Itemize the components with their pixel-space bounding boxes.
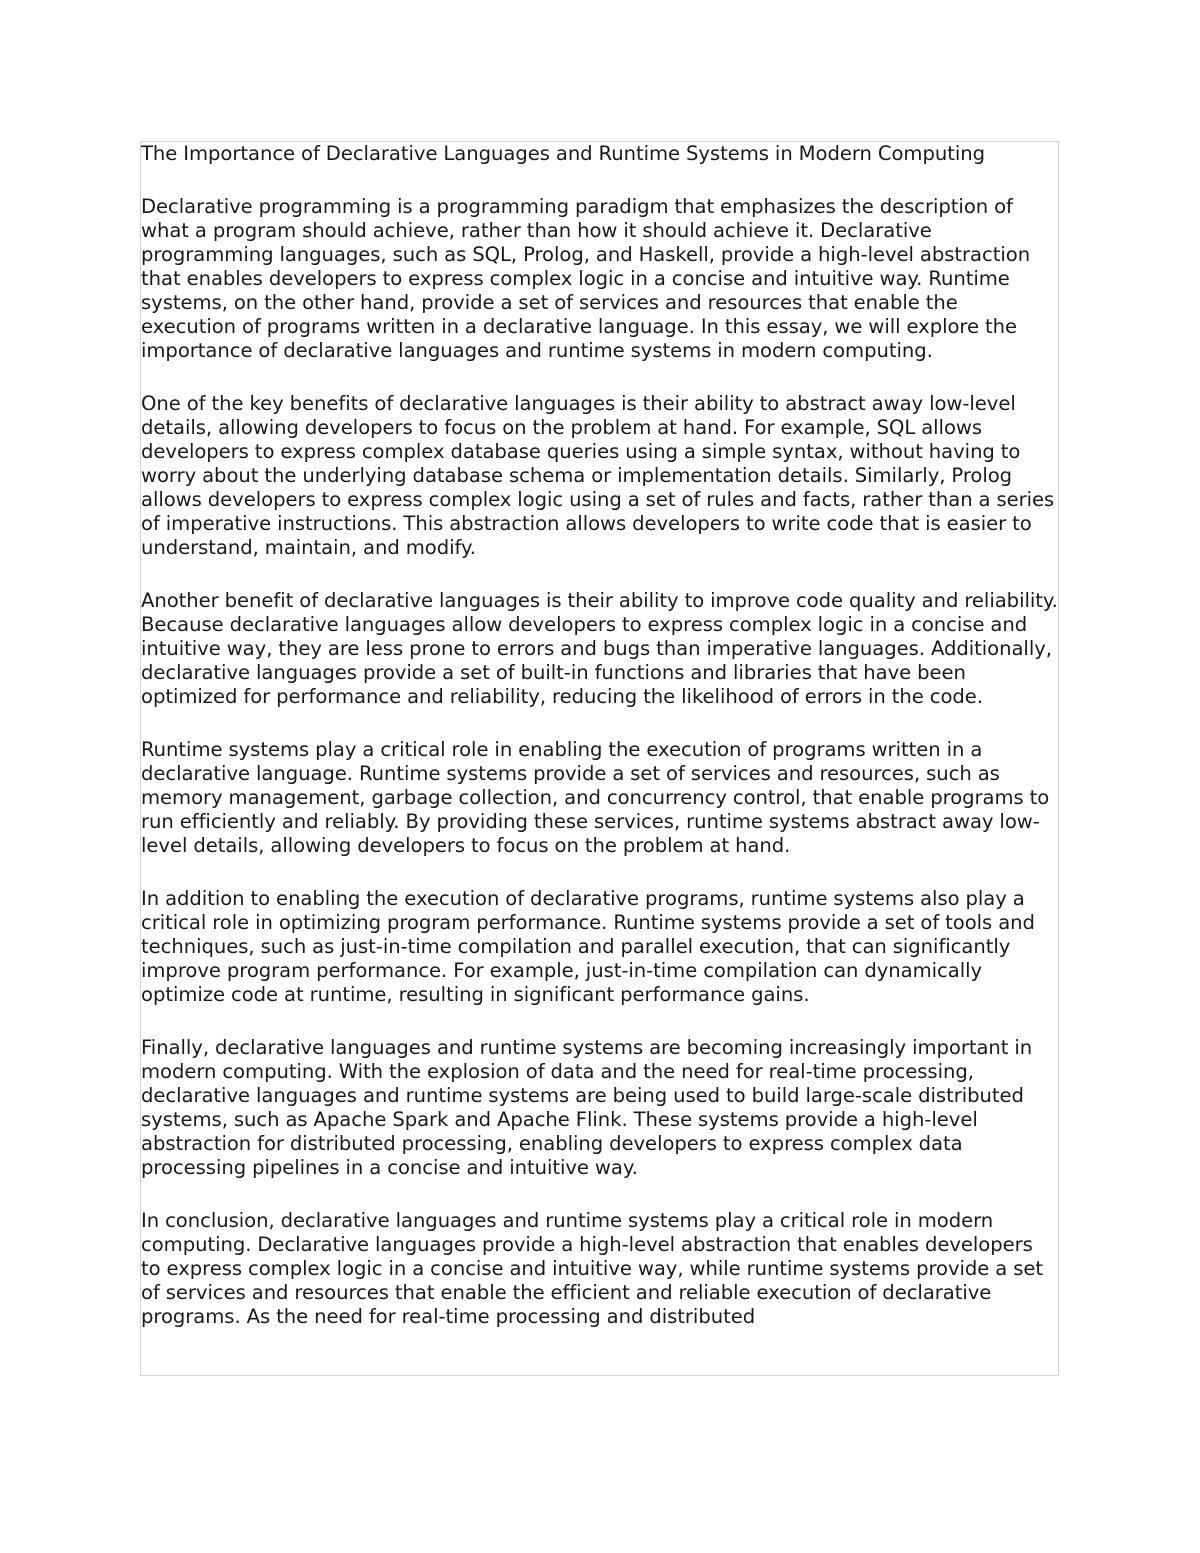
paragraph-5: In addition to enabling the execution of declarative programs, runtime systems also play a critical role in optimizing program performance. Runtime systems provide a set of tools and techniques, such as just-in-time compilation and parallel execution, that can significantly improve program performance. For example, just-in-time compilation can dynamically optimize code at runtime, resulting in significant performance gains. bbox=[141, 887, 1035, 1006]
paragraph-7: In conclusion, declarative languages and runtime systems play a critical role in modern computing. Declarative languages provide a high-level abstraction that enables developers to express complex logic in a concise and intuitive way, while runtime systems provide a set of services and resources that enable the efficient and reliable execution of declarative programs. As the need for real-time processing and distributed bbox=[141, 1209, 1044, 1328]
paragraph-3: Another benefit of declarative languages is their ability to improve code quality and reliability. Because declarative languages allow developers to express complex logic in a concise and intuitive way, they are less prone to errors and bugs than imperative languages. Additionally, declarative languages provide a set of built-in functions and libraries that have been optimized for performance and reliability, reducing the likelihood of errors in the code. bbox=[141, 589, 1058, 708]
paragraph-6: Finally, declarative languages and runtime systems are becoming increasingly important in modern computing. With the explosion of data and the need for real-time processing, declarative languages and runtime systems are being used to build large-scale distributed systems, such as Apache Spark and Apache Flink. These systems provide a high-level abstraction for distributed processing, enabling developers to express complex data processing pipelines in a concise and intuitive way. bbox=[141, 1036, 1033, 1179]
paragraph-1: Declarative programming is a programming paradigm that emphasizes the description of what a program should achieve, rather than how it should achieve it. Declarative programming languages, such as SQL, Prolog, and Haskell, provide a high-level abstraction that enables developers to express complex logic in a concise and intuitive way. Runtime systems, on the other hand, provide a set of services and resources that enable the execution of programs written in a declarative language. In this essay, we will explore the importance of declarative languages and runtime systems in modern computing. bbox=[141, 195, 1031, 362]
document-title: The Importance of Declarative Languages and Runtime Systems in Modern Computing bbox=[141, 142, 985, 165]
document-body bbox=[141, 142, 1058, 1329]
document-text-box bbox=[140, 141, 1059, 1376]
paragraph-2: One of the key benefits of declarative languages is their ability to abstract away low-level details, allowing developers to focus on the problem at hand. For example, SQL allows developers to express complex database queries using a simple syntax, without having to worry about the underlying database schema or implementation details. Similarly, Prolog allows developers to express complex logic using a set of rules and facts, rather than a series of imperative instructions. This abstraction allows developers to write code that is easier to understand, maintain, and modify. bbox=[141, 392, 1055, 559]
paragraph-4: Runtime systems play a critical role in enabling the execution of programs written in a declarative language. Runtime systems provide a set of services and resources, such as memory management, garbage collection, and concurrency control, that enable programs to run efficiently and reliably. By providing these services, runtime systems abstract away low-level details, allowing developers to focus on the problem at hand. bbox=[141, 738, 1050, 857]
